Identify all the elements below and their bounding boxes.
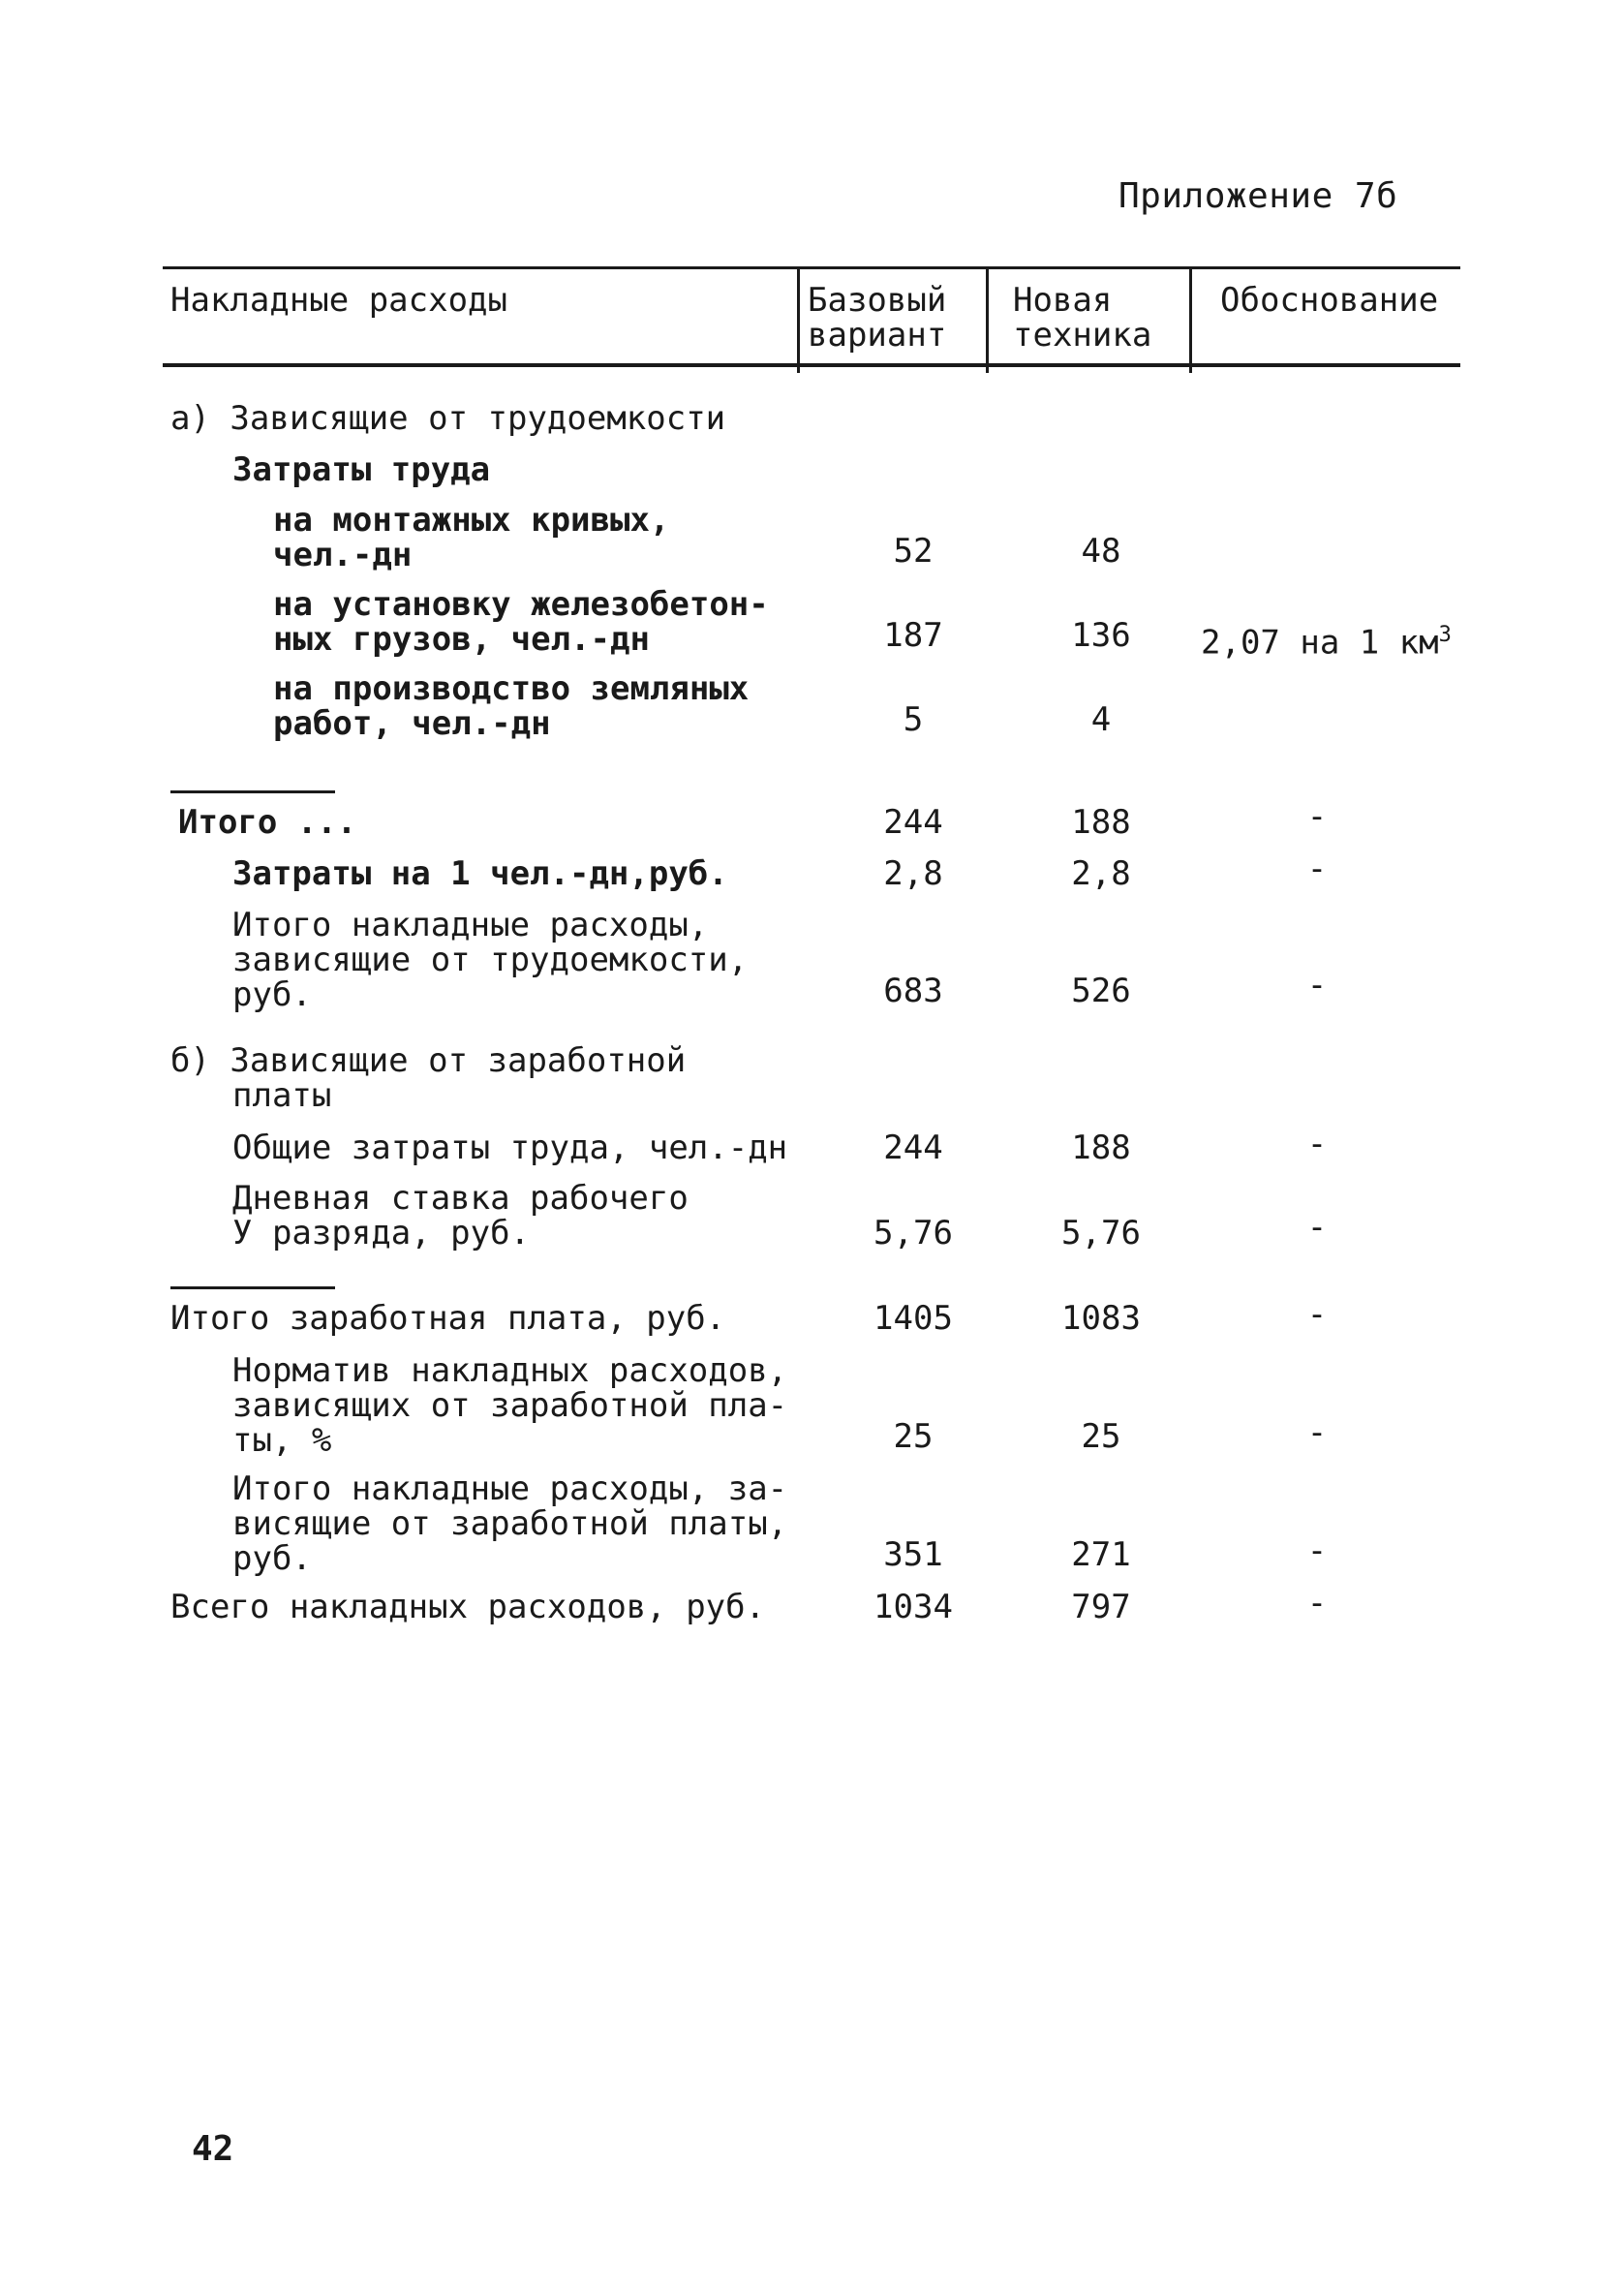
header-new-line1: Новая <box>1013 281 1113 320</box>
norm-label3: ты, % <box>232 1421 332 1460</box>
labor-base: 244 <box>883 1129 943 1167</box>
row-loads-base: 187 <box>883 616 943 655</box>
norm-label1: Норматив накладных расходов, <box>232 1351 788 1390</box>
header-divider-3 <box>1189 266 1192 373</box>
total-a-label: Итого ... <box>178 803 357 842</box>
wages-total-basis: - <box>1306 1295 1328 1334</box>
row-curves-label1: на монтажных кривых, <box>273 501 670 540</box>
row-loads-new: 136 <box>1071 616 1131 655</box>
rate-label1: Дневная ставка рабочего <box>232 1179 689 1218</box>
cost-per-day-base: 2,8 <box>883 854 943 893</box>
row-loads-label2: ных грузов, чел.-дн <box>273 620 650 659</box>
overhead-b-new: 271 <box>1071 1535 1131 1574</box>
appendix-label: Приложение 7б <box>1118 176 1398 216</box>
rate-label2: У разряда, руб. <box>232 1214 531 1252</box>
grand-total-base: 1034 <box>873 1588 953 1626</box>
rate-basis: - <box>1306 1208 1328 1247</box>
row-loads-basis-text: 2,07 на 1 км <box>1201 623 1439 663</box>
rate-new: 5,76 <box>1061 1214 1141 1252</box>
overhead-b-basis: - <box>1306 1531 1328 1570</box>
row-earthworks-label1: на производство земляных <box>273 669 750 708</box>
header-base-line1: Базовый <box>808 281 947 320</box>
overhead-b-label2: висящие от заработной платы, <box>232 1504 788 1543</box>
grand-total-new: 797 <box>1071 1588 1131 1626</box>
header-new-line2: техника <box>1013 316 1152 355</box>
grand-total-basis: - <box>1306 1584 1328 1623</box>
section-b-title2: платы <box>232 1076 332 1115</box>
grand-total-label: Всего накладных расходов, руб. <box>170 1588 766 1626</box>
header-overhead: Накладные расходы <box>170 281 507 320</box>
cost-per-day-label: Затраты на 1 чел.-дн,руб. <box>232 854 728 893</box>
header-base-line2: вариант <box>808 316 947 355</box>
overhead-a-base: 683 <box>883 972 943 1010</box>
norm-new: 25 <box>1081 1417 1121 1456</box>
row-earthworks-base: 5 <box>903 700 924 739</box>
row-earthworks-label2: работ, чел.-дн <box>273 704 551 743</box>
total-a-basis: - <box>1306 797 1328 836</box>
labor-label: Общие затраты труда, чел.-дн <box>232 1129 788 1167</box>
page-number: 42 <box>192 2129 234 2169</box>
header-top-rule <box>163 266 1460 269</box>
overhead-a-new: 526 <box>1071 972 1131 1010</box>
labor-basis: - <box>1306 1125 1328 1163</box>
subtotal-rule-b <box>170 1286 335 1289</box>
subtotal-rule-a <box>170 790 335 793</box>
cost-per-day-new: 2,8 <box>1071 854 1131 893</box>
section-a-title: а) Зависящие от трудоемкости <box>170 399 726 438</box>
header-bottom-rule <box>163 363 1460 367</box>
cost-per-day-basis: - <box>1306 850 1328 888</box>
overhead-b-base: 351 <box>883 1535 943 1574</box>
wages-total-label: Итого заработная плата, руб. <box>170 1299 726 1338</box>
total-a-new: 188 <box>1071 803 1131 842</box>
overhead-b-label3: руб. <box>232 1539 312 1578</box>
labor-new: 188 <box>1071 1129 1131 1167</box>
total-a-base: 244 <box>883 803 943 842</box>
norm-label2: зависящих от заработной пла- <box>232 1386 788 1425</box>
row-curves-base: 52 <box>893 532 934 571</box>
row-loads-label1: на установку железобетон- <box>273 585 769 624</box>
rate-base: 5,76 <box>873 1214 953 1252</box>
section-a-subtitle: Затраты труда <box>232 450 491 489</box>
wages-total-base: 1405 <box>873 1299 953 1338</box>
wages-total-new: 1083 <box>1061 1299 1141 1338</box>
overhead-b-label1: Итого накладные расходы, за- <box>232 1469 788 1508</box>
norm-base: 25 <box>893 1417 934 1456</box>
header-divider-1 <box>797 266 800 373</box>
section-b-title1: б) Зависящие от заработной <box>170 1041 687 1080</box>
overhead-a-basis: - <box>1306 966 1328 1005</box>
row-loads-basis-sup: 3 <box>1438 623 1452 647</box>
row-loads-basis <box>1201 619 1452 663</box>
header-basis: Обоснование <box>1220 281 1439 320</box>
norm-basis: - <box>1306 1413 1328 1452</box>
header-divider-2 <box>986 266 989 373</box>
overhead-a-label2: зависящие от трудоемкости, <box>232 941 749 979</box>
overhead-a-label3: руб. <box>232 975 312 1014</box>
row-curves-label2: чел.-дн <box>273 536 413 574</box>
row-earthworks-new: 4 <box>1090 700 1112 739</box>
row-curves-new: 48 <box>1081 532 1121 571</box>
overhead-a-label1: Итого накладные расходы, <box>232 906 709 944</box>
